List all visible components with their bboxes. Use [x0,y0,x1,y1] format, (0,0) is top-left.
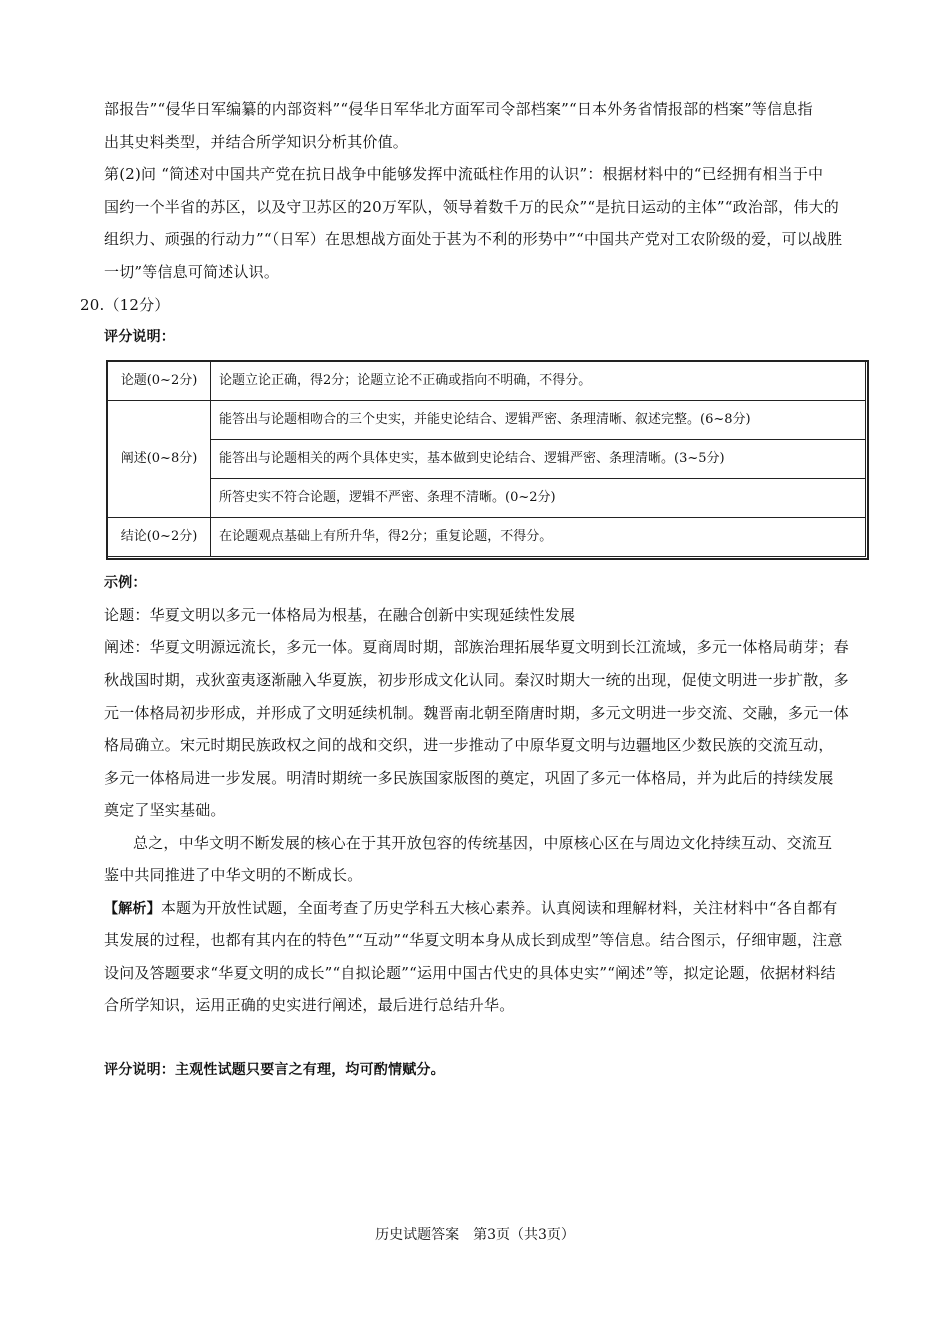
rubric-exposition-level-1: 能答出与论题相吻合的三个史实，并能史论结合、逻辑严密、条理清晰、叙述完整。(6~8分) [211,401,866,440]
analysis-text-1: 本题为开放性试题，全面考查了历史学科五大核心素养。认真阅读和理解材料，关注材料中“各自都有 [160,899,838,917]
page-footer: 历史试题答案 第3页（共3页） [375,1227,575,1243]
final-scoring-note: 评分说明：主观性试题只要言之有理，均可酌情赋分。 [104,1062,445,1078]
rubric-row-exposition-3 [108,479,866,518]
rubric-thesis-label: 论题(0~2分) [108,362,211,401]
exposition-line-3: 元一体格局初步形成，并形成了文明延续机制。魏晋南北朝至隋唐时期，多元文明进一步交流、交融，多元一体 [104,704,849,722]
rubric-conclusion-label: 结论(0~2分) [108,518,211,557]
summary-line-2: 鉴中共同推进了中华文明的不断成长。 [104,866,363,884]
rubric-row-exposition-2 [108,440,866,479]
exposition-line-1: 阐述：华夏文明源远流长，多元一体。夏商周时期，部族治理拓展华夏文明到长江流域，多元一体格局萌芽；春 [104,638,849,656]
exposition-line-5: 多元一体格局进一步发展。明清时期统一多民族国家版图的奠定，巩固了多元一体格局，并为此后的持续发展 [104,769,834,787]
rubric-table [107,361,866,557]
q2-paragraph-line-4: 一切”等信息可简述认识。 [104,263,280,281]
analysis-line-1 [104,898,872,919]
summary-line-1: 总之，中华文明不断发展的核心在于其开放包容的传统基因，中原核心区在与周边文化持续互动、交流互 [133,834,833,852]
analysis-line-2: 其发展的过程，也都有其内在的特色”“互动”“华夏文明本身从成长到成型”等信息。结合图示，仔细审题，注意 [104,931,843,949]
rubric-conclusion-text: 在论题观点基础上有所升华，得2分；重复论题，不得分。 [211,518,866,557]
scoring-heading: 评分说明： [104,329,175,345]
top-paragraph-line-1: 部报告”“侵华日军编纂的内部资料”“侵华日军华北方面军司令部档案”“日本外务省情报部的档案”等信息指 [104,100,813,118]
rubric-row-thesis [108,362,866,401]
analysis-line-4: 合所学知识，运用正确的史实进行阐述，最后进行总结升华。 [104,996,515,1014]
q2-paragraph-line-2: 国约一个半省的苏区，以及守卫苏区的20万军队，领导着数千万的民众”“是抗日运动的主体”“政治部，伟大的 [104,198,839,216]
exposition-line-6: 奠定了坚实基础。 [104,801,226,819]
analysis-tag: 【解析】 [104,901,161,917]
rubric-exposition-level-2: 能答出与论题相关的两个具体史实，基本做到史论结合、逻辑严密、条理清晰。(3~5分) [211,440,866,479]
rubric-exposition-level-3: 所答史实不符合论题，逻辑不严密、条理不清晰。(0~2分) [211,479,866,518]
question-20-number: 20.（12分） [80,296,170,314]
analysis-line-3: 设问及答题要求“华夏文明的成长”“自拟论题”“运用中国古代史的具体史实”“阐述”等，拟定论题，依据材料结 [104,964,836,982]
rubric-row-exposition-1 [108,401,866,440]
q2-paragraph-line-1: 第(2)问 “简述对中国共产党在抗日战争中能够发挥中流砥柱作用的认识”：根据材料中的“已经拥有相当于中 [104,165,824,183]
top-paragraph-line-2: 出其史料类型，并结合所学知识分析其价值。 [104,133,409,151]
rubric-thesis-text: 论题立论正确，得2分；论题立论不正确或指向不明确，不得分。 [211,362,866,401]
rubric-exposition-label: 阐述(0~8分) [108,401,211,518]
rubric-row-conclusion [108,518,866,557]
q2-paragraph-line-3: 组织力、顽强的行动力”“（日军）在思想战方面处于甚为不利的形势中”“中国共产党对工农阶级的爱，可以战胜 [104,230,843,248]
example-heading: 示例： [104,575,147,591]
example-thesis: 论题：华夏文明以多元一体格局为根基，在融合创新中实现延续性发展 [104,606,576,624]
exposition-line-2: 秋战国时期，戎狄蛮夷逐渐融入华夏族，初步形成文化认同。秦汉时期大一统的出现，促使文明进一步扩散，多 [104,671,849,689]
exposition-line-4: 格局确立。宋元时期民族政权之间的战和交织，进一步推动了中原华夏文明与边疆地区少数民族的交流互动， [104,736,834,754]
